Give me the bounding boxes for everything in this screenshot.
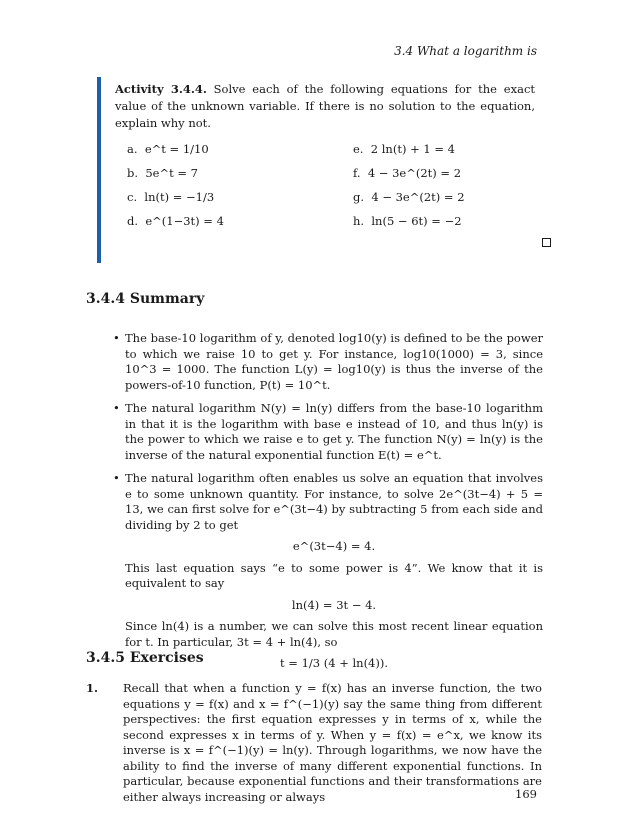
- exercise-number: 1.: [86, 681, 99, 695]
- equation-a: e^t = 1/10: [144, 142, 209, 156]
- activity-item-f: f. 4 − 3e^(2t) = 2: [353, 166, 462, 180]
- equation-d: e^(1−3t) = 4: [145, 214, 224, 228]
- activity-item-b: b. 5e^t = 7: [127, 166, 198, 180]
- equation-g: 4 − 3e^(2t) = 2: [371, 190, 465, 204]
- running-header: 3.4 What a logarithm is: [394, 44, 537, 58]
- activity-statement: [115, 81, 535, 132]
- summary-bullet-3-text: The natural logarithm often enables us solve an equation that involves e to some unknown quantity. For instance, to solve 2e^(3t−4) + 5 = 13, we can first solve for e^(3t−4) by subtracting 5 from each side and dividing by 2 to get: [125, 471, 543, 532]
- activity-label: Activity 3.4.4.: [115, 82, 207, 96]
- exercises-heading: 3.4.5 Exercises: [86, 650, 204, 666]
- summary-bullet-3: [113, 471, 543, 672]
- activity-box: [97, 77, 542, 263]
- display-equation-1: e^(3t−4) = 4.: [292, 539, 376, 553]
- equation-h: ln(5 − 6t) = −2: [371, 214, 462, 228]
- activity-accent-bar: [97, 77, 101, 263]
- exercise-text: Recall that when a function y = f(x) has an inverse function, the two equations y = f(x) and x = f^(−1)(y) say the same thing from different perspectives: the first equation expresses y in terms of x, while the second expresses x in terms of y. When y = f(x) = e^x, we know its inverse is x = f^(−1)(y) = ln(y). Through logarithms, we now have the ability to find the inverse of many different exponential functions. In particular, because exponential functions and their transformations are either always increasing or always: [123, 681, 542, 804]
- page-number: 169: [515, 787, 537, 801]
- activity-item-e: e. 2 ln(t) + 1 = 4: [353, 142, 455, 156]
- equation-c: ln(t) = −1/3: [144, 190, 215, 204]
- activity-item-c: c. ln(t) = −1/3: [127, 190, 215, 204]
- activity-instruction: Solve each of the following equations for the exact value of the unknown variable. If there is no solution to the equation, explain why not.: [115, 82, 536, 130]
- end-of-activity-icon: [542, 238, 551, 247]
- equation-e: 2 ln(t) + 1 = 4: [370, 142, 455, 156]
- activity-item-d: d. e^(1−3t) = 4: [127, 214, 224, 228]
- summary-heading: 3.4.4 Summary: [86, 291, 205, 307]
- activity-item-g: g. 4 − 3e^(2t) = 2: [353, 190, 465, 204]
- summary-list: [113, 331, 543, 680]
- summary-bullet-1: • The base-10 logarithm of y, denoted log10(y) is defined to be the power to which we raise 10 to get y. For instance, log10(1000) = 3, since 10^3 = 1000. The function L(y) = log10(y) is thus the inverse of the powers-of-10 function, P(t) = 10^t.: [113, 331, 543, 393]
- display-equation-2: ln(4) = 3t − 4.: [291, 597, 377, 612]
- equation-b: 5e^t = 7: [145, 166, 198, 180]
- display-equation-3: t = 1/3 (4 + ln(4)).: [280, 656, 388, 670]
- activity-item-h: h. ln(5 − 6t) = −2: [353, 214, 462, 228]
- summary-bullet-3-text-2: This last equation says “e to some power is 4”. We know that it is equivalent to say: [125, 560, 543, 590]
- summary-bullet-3-text-3: Since ln(4) is a number, we can solve this most recent linear equation for t. In particular, 3t = 4 + ln(4), so: [125, 619, 543, 649]
- equation-f: 4 − 3e^(2t) = 2: [367, 166, 462, 180]
- summary-bullet-2: • The natural logarithm N(y) = ln(y) differs from the base-10 logarithm in that it is the logarithm with base e instead of 10, and thus ln(y) is the power to which we raise e to get y. The function N(y) = ln(y) is the inverse of the natural exponential function E(t) = e^t.: [113, 401, 543, 463]
- activity-item-a: a. e^t = 1/10: [127, 142, 209, 156]
